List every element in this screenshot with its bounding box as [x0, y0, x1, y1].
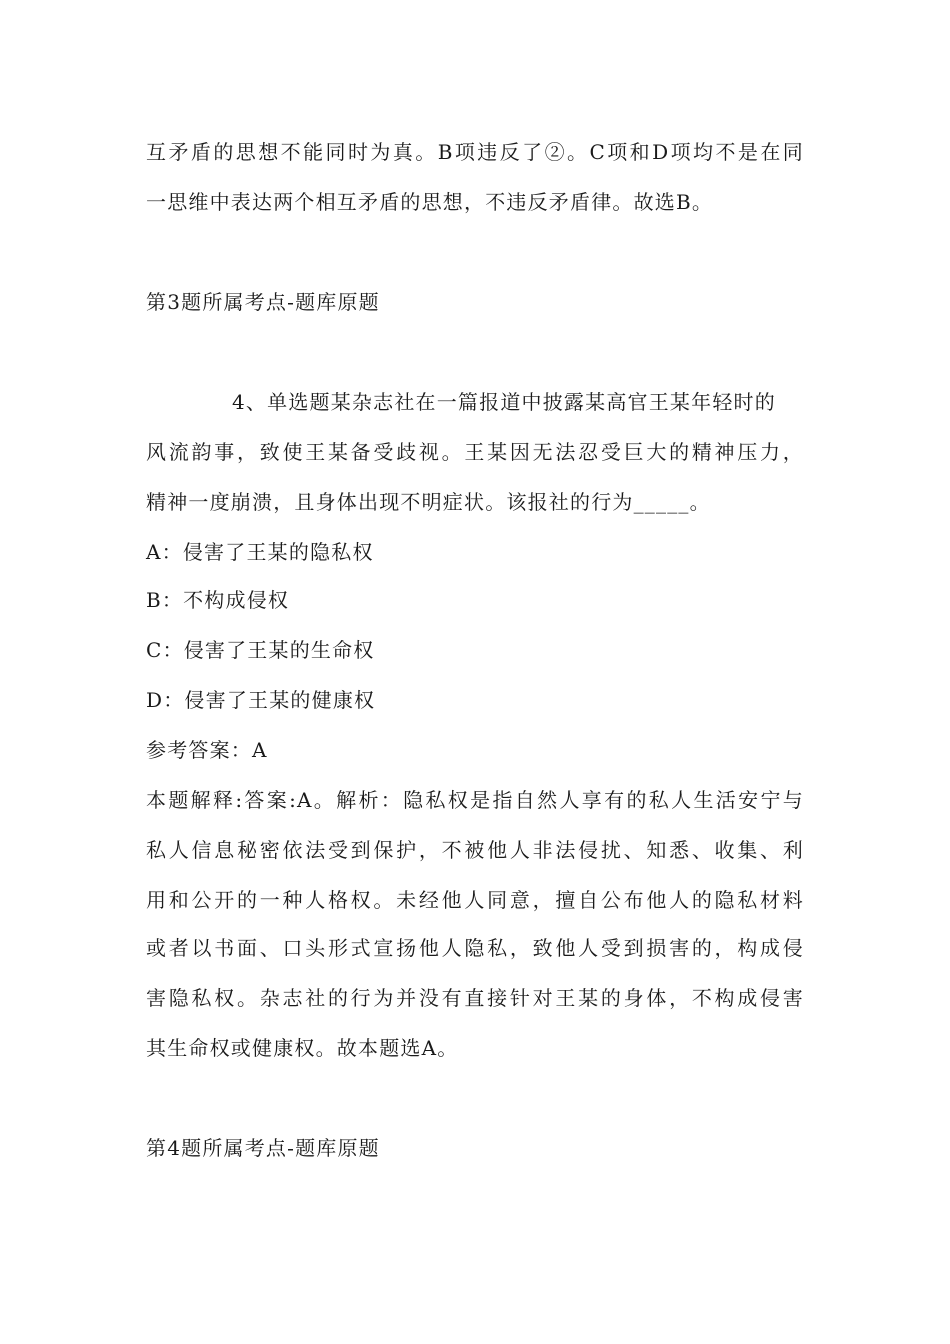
- reference-answer: 参考答案：A: [146, 738, 268, 762]
- option-b: B：不构成侵权: [146, 588, 290, 612]
- q3-section-label: 第3题所属考点-题库原题: [146, 290, 380, 314]
- question-4-stem-line-3: 精神一度崩溃，且身体出现不明症状。该报社的行为_____。: [146, 490, 711, 514]
- question-4-stem-line-1: 4、单选题某杂志社在一篇报道中披露某高官王某年轻时的: [232, 390, 776, 414]
- explanation-line-5: 害隐私权。杂志社的行为并没有直接针对王某的身体，不构成侵害: [146, 986, 804, 1010]
- explanation-continuation-line-2: 一思维中表达两个相互矛盾的思想，不违反矛盾律。故选B。: [146, 190, 714, 214]
- explanation-line-3: 用和公开的一种人格权。未经他人同意，擅自公布他人的隐私材料: [146, 888, 804, 912]
- explanation-line-1: 本题解释:答案:A。解析：隐私权是指自然人享有的私人生活安宁与: [146, 788, 804, 812]
- explanation-continuation-line-1: 互矛盾的思想不能同时为真。B项违反了②。C项和D项均不是在同: [146, 140, 804, 164]
- option-d: D：侵害了王某的健康权: [146, 688, 376, 712]
- option-a: A：侵害了王某的隐私权: [146, 540, 374, 564]
- option-c: C：侵害了王某的生命权: [146, 638, 375, 662]
- explanation-line-6: 其生命权或健康权。故本题选A。: [146, 1036, 459, 1060]
- explanation-line-4: 或者以书面、口头形式宣扬他人隐私，致他人受到损害的，构成侵: [146, 936, 804, 960]
- q4-section-label: 第4题所属考点-题库原题: [146, 1136, 380, 1160]
- question-4-stem-line-2: 风流韵事，致使王某备受歧视。王某因无法忍受巨大的精神压力，: [146, 440, 804, 464]
- explanation-line-2: 私人信息秘密依法受到保护，不被他人非法侵扰、知悉、收集、利: [146, 838, 804, 862]
